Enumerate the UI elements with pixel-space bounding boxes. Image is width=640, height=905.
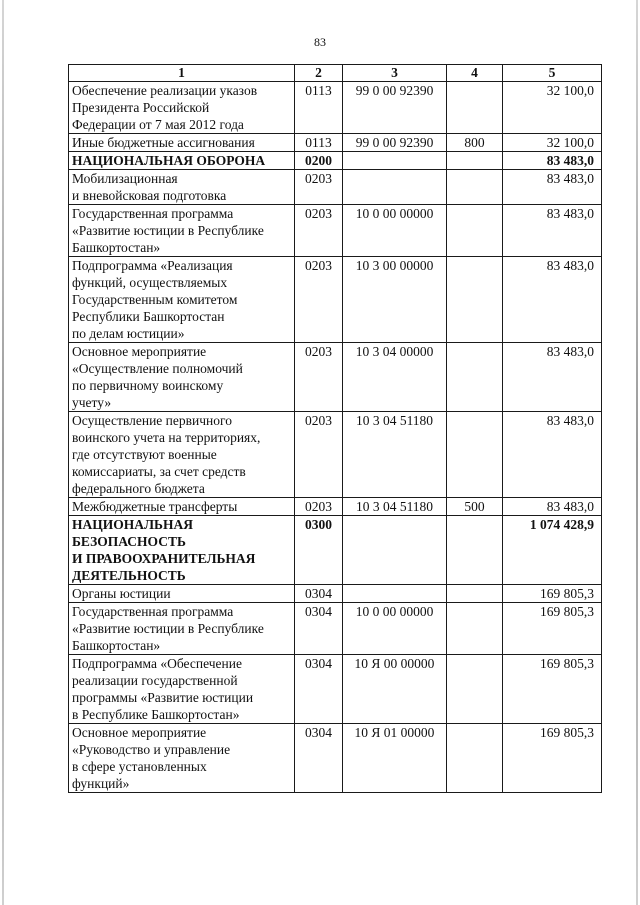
row-name xyxy=(69,516,295,585)
row-name-text: НАЦИОНАЛЬНАЯ БЕЗОПАСНОСТЬ И ПРАВООХРАНИТЕЛЬНАЯ ДЕЯТЕЛЬНОСТЬ xyxy=(72,517,256,583)
row-article xyxy=(343,170,447,205)
row-type xyxy=(447,205,503,257)
row-name-text: Осуществление первичного воинского учета на территориях, где отсутствуют военные комиссариаты, за счет средств федерального бюджета xyxy=(72,413,261,496)
row-type xyxy=(447,257,503,343)
row-name xyxy=(69,655,295,724)
header-name: 1 xyxy=(69,65,295,82)
row-sum: 169 805,3 xyxy=(503,655,602,724)
header-sum: 5 xyxy=(503,65,602,82)
row-name-text: Иные бюджетные ассигнования xyxy=(72,135,255,150)
row-article: 10 Я 00 00000 xyxy=(343,655,447,724)
header-type: 4 xyxy=(447,65,503,82)
row-section: 0304 xyxy=(295,655,343,724)
row-article: 10 3 04 00000 xyxy=(343,343,447,412)
row-article: 10 3 00 00000 xyxy=(343,257,447,343)
row-name xyxy=(69,152,295,170)
table-row xyxy=(69,724,602,793)
row-name xyxy=(69,343,295,412)
table-row xyxy=(69,257,602,343)
row-sum: 1 074 428,9 xyxy=(503,516,602,585)
row-sum: 83 483,0 xyxy=(503,170,602,205)
row-sum: 83 483,0 xyxy=(503,498,602,516)
row-section: 0113 xyxy=(295,82,343,134)
row-name-text: Межбюджетные трансферты xyxy=(72,499,238,514)
row-sum: 32 100,0 xyxy=(503,82,602,134)
row-name xyxy=(69,134,295,152)
row-name-text: Мобилизационная и вневойсковая подготовка xyxy=(72,171,227,203)
table-row xyxy=(69,134,602,152)
table-body xyxy=(69,82,602,793)
row-name xyxy=(69,205,295,257)
page-edge-left xyxy=(2,0,4,905)
table-row xyxy=(69,516,602,585)
table-row xyxy=(69,655,602,724)
row-type xyxy=(447,516,503,585)
table-row xyxy=(69,152,602,170)
row-sum: 83 483,0 xyxy=(503,412,602,498)
table-row xyxy=(69,343,602,412)
row-type xyxy=(447,412,503,498)
row-sum: 32 100,0 xyxy=(503,134,602,152)
row-type xyxy=(447,82,503,134)
row-name-text: Подпрограмма «Реализация функций, осуществляемых Государственным комитетом Республики Башкортостан по делам юстиции» xyxy=(72,258,238,341)
row-name xyxy=(69,257,295,343)
table-row xyxy=(69,498,602,516)
row-type: 500 xyxy=(447,498,503,516)
row-sum: 169 805,3 xyxy=(503,603,602,655)
row-article: 10 0 00 00000 xyxy=(343,205,447,257)
table-row xyxy=(69,412,602,498)
row-name xyxy=(69,724,295,793)
row-article xyxy=(343,152,447,170)
row-name-text: Основное мероприятие «Осуществление полномочий по первичному воинскому учету» xyxy=(72,344,243,410)
row-article: 99 0 00 92390 xyxy=(343,82,447,134)
row-name xyxy=(69,603,295,655)
row-type: 800 xyxy=(447,134,503,152)
row-type xyxy=(447,152,503,170)
row-article xyxy=(343,585,447,603)
table-row xyxy=(69,82,602,134)
row-sum: 83 483,0 xyxy=(503,152,602,170)
row-name xyxy=(69,82,295,134)
row-type xyxy=(447,170,503,205)
row-sum: 169 805,3 xyxy=(503,585,602,603)
row-article: 10 3 04 51180 xyxy=(343,412,447,498)
row-section: 0203 xyxy=(295,205,343,257)
row-type xyxy=(447,585,503,603)
row-section: 0203 xyxy=(295,170,343,205)
page-number: 83 xyxy=(314,35,326,49)
row-name xyxy=(69,412,295,498)
row-name-text: НАЦИОНАЛЬНАЯ ОБОРОНА xyxy=(72,153,266,168)
table-row xyxy=(69,205,602,257)
row-name xyxy=(69,170,295,205)
row-sum: 83 483,0 xyxy=(503,205,602,257)
row-name-text: Подпрограмма «Обеспечение реализации государственной программы «Развитие юстиции в Республике Башкортостан» xyxy=(72,656,254,722)
table-row xyxy=(69,585,602,603)
row-section: 0304 xyxy=(295,603,343,655)
row-type xyxy=(447,343,503,412)
page-edge-right xyxy=(636,0,638,905)
header-section: 2 xyxy=(295,65,343,82)
row-sum: 169 805,3 xyxy=(503,724,602,793)
table-row xyxy=(69,170,602,205)
row-type xyxy=(447,603,503,655)
row-name xyxy=(69,585,295,603)
row-name-text: Государственная программа «Развитие юстиции в Республике Башкортостан» xyxy=(72,604,264,653)
row-article: 10 Я 01 00000 xyxy=(343,724,447,793)
row-section: 0304 xyxy=(295,724,343,793)
row-name-text: Органы юстиции xyxy=(72,586,171,601)
row-section: 0113 xyxy=(295,134,343,152)
row-name-text: Государственная программа «Развитие юстиции в Республике Башкортостан» xyxy=(72,206,264,255)
row-type xyxy=(447,724,503,793)
row-section: 0203 xyxy=(295,343,343,412)
row-sum: 83 483,0 xyxy=(503,343,602,412)
table-row xyxy=(69,603,602,655)
row-name-text: Обеспечение реализации указов Президента Российской Федерации от 7 мая 2012 года xyxy=(72,83,258,132)
row-type xyxy=(447,655,503,724)
row-article: 10 3 04 51180 xyxy=(343,498,447,516)
row-article: 10 0 00 00000 xyxy=(343,603,447,655)
row-article: 99 0 00 92390 xyxy=(343,134,447,152)
row-section: 0300 xyxy=(295,516,343,585)
header-article: 3 xyxy=(343,65,447,82)
row-section: 0203 xyxy=(295,257,343,343)
row-section: 0304 xyxy=(295,585,343,603)
row-sum: 83 483,0 xyxy=(503,257,602,343)
row-name-text: Основное мероприятие «Руководство и управление в сфере установленных функций» xyxy=(72,725,231,791)
table-header-row xyxy=(69,65,602,82)
row-section: 0200 xyxy=(295,152,343,170)
row-section: 0203 xyxy=(295,498,343,516)
row-article xyxy=(343,516,447,585)
row-section: 0203 xyxy=(295,412,343,498)
row-name xyxy=(69,498,295,516)
budget-table xyxy=(68,64,602,793)
